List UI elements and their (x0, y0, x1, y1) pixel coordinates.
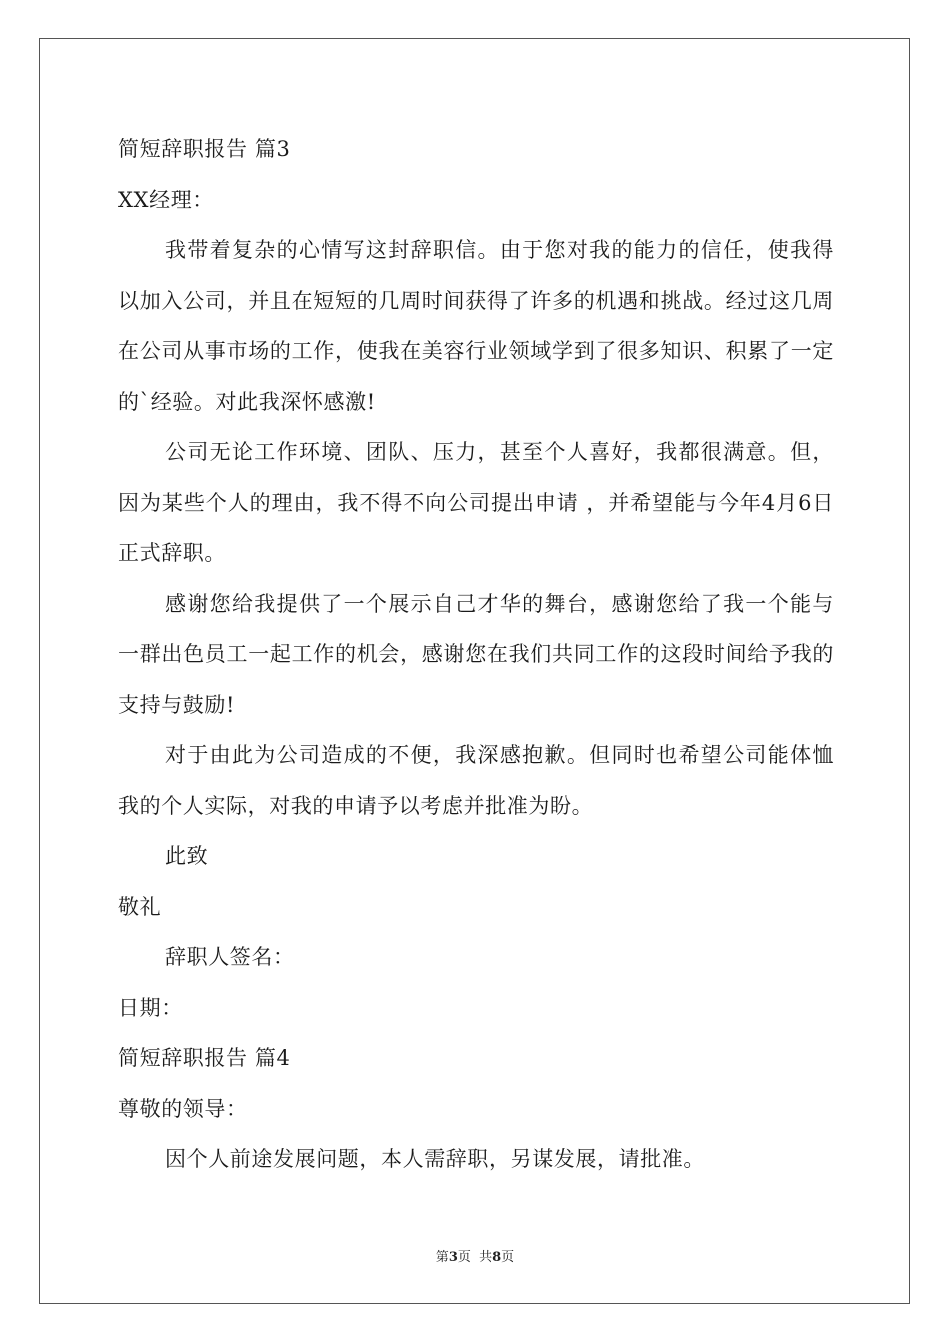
footer-page-mid: 页 共 (457, 1250, 493, 1265)
section3-title: 简短辞职报告 篇3 (118, 137, 291, 161)
closing-regards: 敬礼 (118, 894, 162, 919)
footer-page-current: 3 (448, 1250, 458, 1265)
closing-salute: 此致 (165, 844, 209, 868)
footer-page-prefix: 第 (435, 1250, 449, 1265)
footer-page-total: 8 (492, 1250, 502, 1265)
section4-salutation: 尊敬的领导： (118, 1096, 248, 1121)
section3-salutation: XX经理： (118, 187, 214, 212)
page-footer (0, 1246, 950, 1265)
section4-title: 简短辞职报告 篇4 (118, 1046, 291, 1070)
section4-paragraph: 因个人前途发展问题，本人需辞职，另谋发展，请批准。 (165, 1147, 705, 1171)
document-body (118, 124, 834, 1185)
signature-label: 辞职人签名： (165, 945, 295, 969)
date-label: 日期： (118, 995, 183, 1020)
section3-paragraph-1: 我带着复杂的心情写这封辞职信。由于您对我的能力的信任，使我得以加入公司，并且在短短的几周时间获得了许多的机遇和挑战。经过这几周在公司从事市场的工作，使我在美容行业领域学到了很多知识、积累了一定的`经验。对此我深怀感激! (118, 238, 834, 414)
section3-paragraph-3: 感谢您给我提供了一个展示自己才华的舞台，感谢您给了我一个能与一群出色员工一起工作的机会，感谢您在我们共同工作的这段时间给予我的支持与鼓励! (118, 591, 834, 717)
section3-paragraph-4: 对于由此为公司造成的不便，我深感抱歉。但同时也希望公司能体恤我的个人实际，对我的申请予以考虑并批准为盼。 (118, 743, 834, 818)
section3-paragraph-2: 公司无论工作环境、团队、压力，甚至个人喜好，我都很满意。但，因为某些个人的理由，我不得不向公司提出申请 ，并希望能与今年4月6日正式辞职。 (118, 440, 834, 565)
footer-page-suffix: 页 (501, 1250, 515, 1265)
